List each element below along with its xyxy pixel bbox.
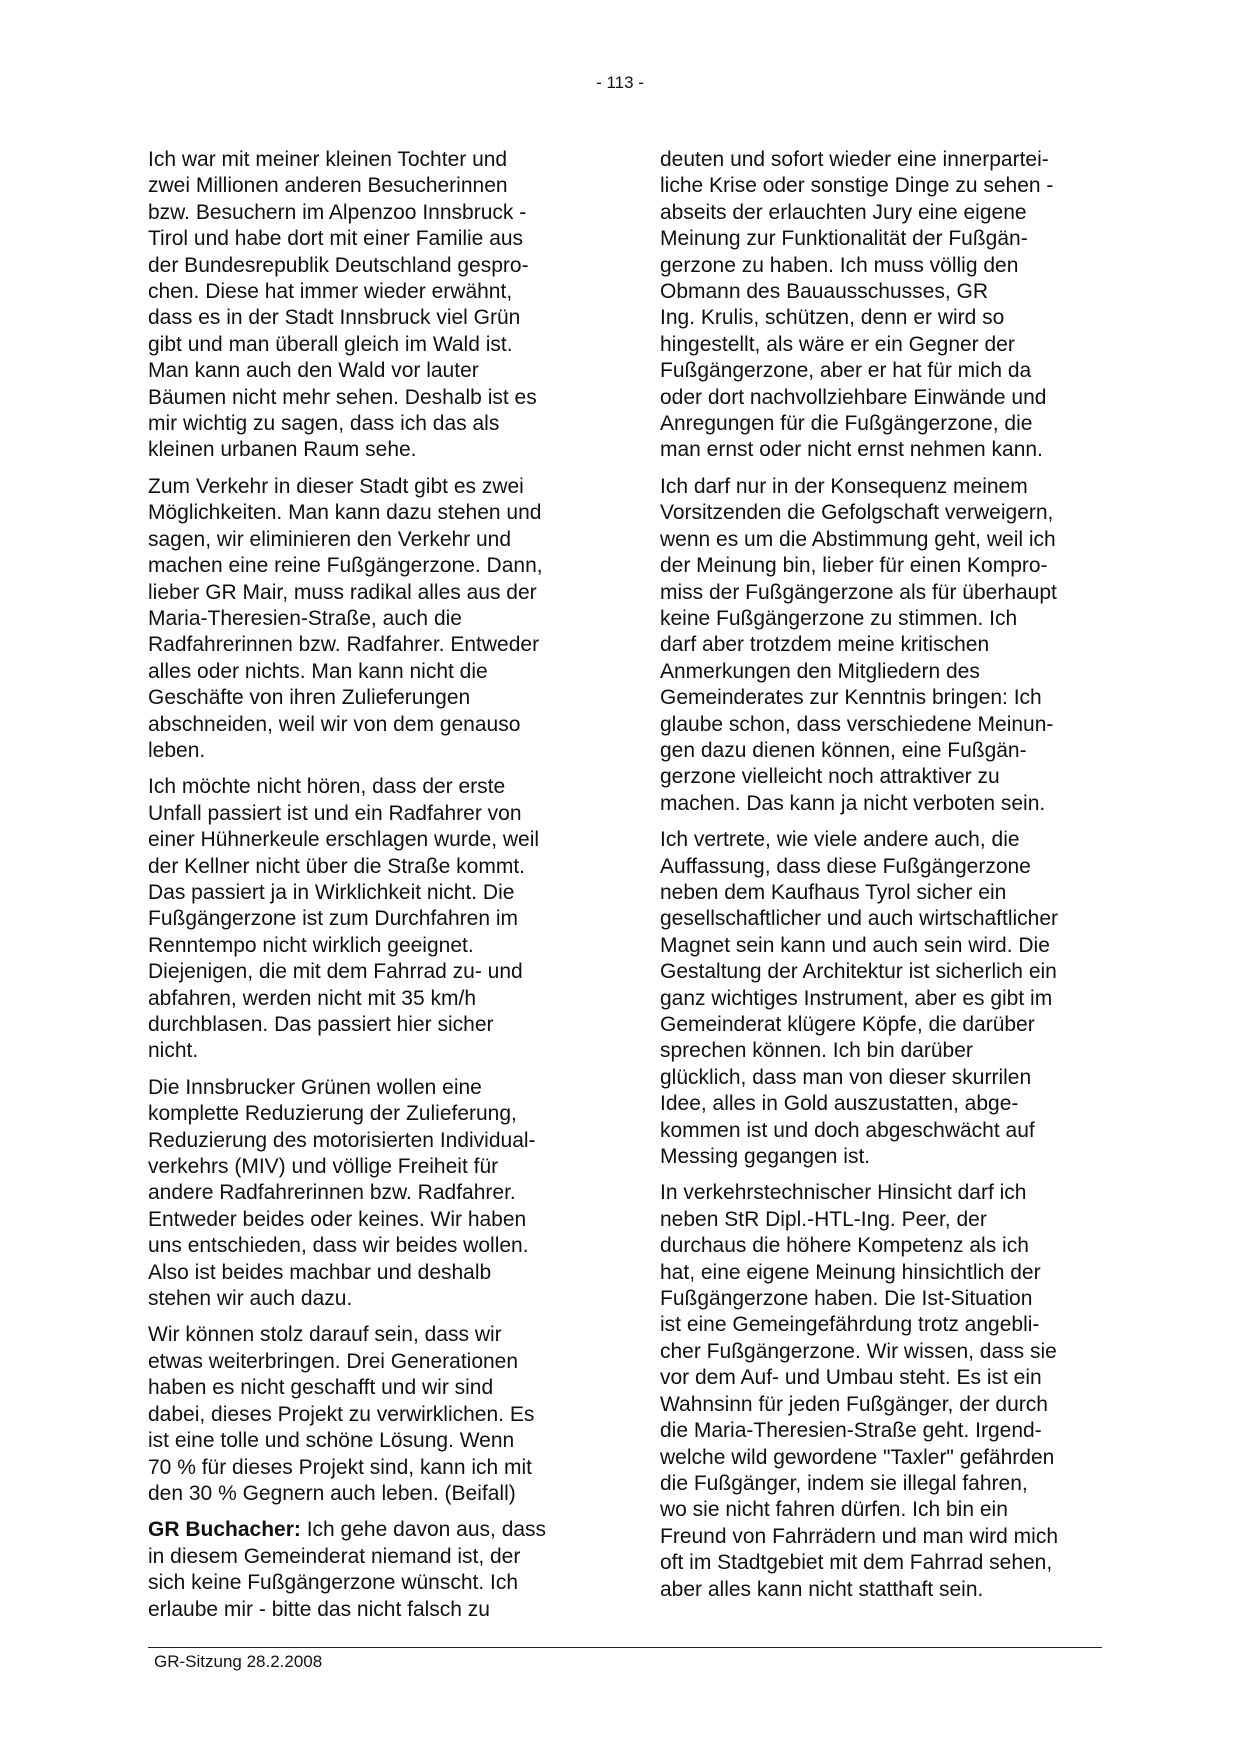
page-number: - 113 -: [596, 73, 644, 92]
footer-divider: [148, 1647, 1102, 1648]
paragraph: Wir können stolz darauf sein, dass wir etwas weiterbringen. Drei Generationen haben es nicht geschafft und wir sind dabei, dieses Projekt zu verwirklichen. Es ist eine tolle und schöne Lösung. Wenn 70 % für dieses Projekt sind, kann ich mit den 30 % Gegnern auch leben. (Beifall): [148, 1323, 535, 1505]
paragraph: Ich war mit meiner kleinen Tochter und zwei Millionen anderen Besucherinnen bzw. Besuchern im Alpenzoo Innsbruck - Tirol und habe dort mit einer Familie aus der Bundesrepublik Deutschland gespro- chen. Diese hat immer wieder erwähnt, dass es in der Stadt Innsbruck viel Grün gibt und man überall gleich im Wald ist. Man kann auch den Wald vor lauter Bäumen nicht mehr sehen. Deshalb ist es mir wichtig zu sagen, dass ich das als kleinen urbanen Raum sehe.: [148, 148, 537, 462]
speaker-text: Ich gehe davon aus, dass in diesem Gemeinderat niemand ist, der sich keine Fußgängerzone wünscht. Ich erlaube mir - bitte das nicht falsch zu: [148, 1518, 547, 1621]
paragraph: Ich darf nur in der Konsequenz meinem Vorsitzenden die Gefolgschaft verweigern, wenn es um die Abstimmung geht, weil ich der Meinung bin, lieber für einen Kompro- miss der Fußgängerzone als für überhaupt keine Fußgängerzone zu stimmen. Ich darf aber trotzdem meine kritischen Anmerkungen den Mitgliedern des Gemeinderates zur Kenntnis bringen: Ich glaube schon, dass verschiedene Meinun- gen dazu dienen können, eine Fußgän- gerzone vielleicht noch attraktiver zu machen. Das kann ja nicht verboten sein.: [660, 474, 1057, 815]
right-column: [660, 147, 1098, 1613]
paragraph: Ich vertrete, wie viele andere auch, die Auffassung, dass diese Fußgängerzone neben dem Kaufhaus Tyrol sicher ein gesellschaftlicher und auch wirtschaftlicher Magnet sein kann und auch sein wird. Die Gestaltung der Architektur ist sicherlich ein ganz wichtiges Instrument, aber es gibt im Gemeinderat klügere Köpfe, die darüber sprechen können. Ich bin darüber glücklich, dass man von dieser skurrilen Idee, alles in Gold auszustatten, abge- kommen ist und doch abgeschwächt auf Messing gegangen ist.: [660, 828, 1059, 1169]
paragraph: deuten und sofort wieder eine innerpartei- liche Krise oder sonstige Dinge zu sehen - abseits der erlauchten Jury eine eigene Meinung zur Funktionalität der Fußgän- gerzone zu haben. Ich muss völlig den Obmann des Bauausschusses, GR Ing. Krulis, schützen, denn er wird so hingestellt, als wäre er ein Gegner der Fußgängerzone, aber er hat für mich da oder dort nachvollziehbare Einwände und Anregungen für die Fußgängerzone, die man ernst oder nicht ernst nehmen kann.: [660, 148, 1054, 462]
paragraph: Zum Verkehr in dieser Stadt gibt es zwei Möglichkeiten. Man kann dazu stehen und sagen, wir eliminieren den Verkehr und machen eine reine Fußgängerzone. Dann, lieber GR Mair, muss radikal alles aus der Maria-Theresien-Straße, auch die Radfahrerinnen bzw. Radfahrer. Entweder alles oder nichts. Man kann nicht die Geschäfte von ihren Zulieferungen abschneiden, weil wir von dem genauso leben.: [148, 474, 543, 762]
left-column: [148, 147, 586, 1633]
speaker-name: GR Buchacher:: [148, 1518, 301, 1542]
paragraph: In verkehrstechnischer Hinsicht darf ich neben StR Dipl.-HTL-Ing. Peer, der durchaus die höhere Kompetenz als ich hat, eine eigene Meinung hinsichtlich der Fußgängerzone haben. Die Ist-Situation ist eine Gemeingefährdung trotz angebli- cher Fußgängerzone. Wir wissen, dass sie vor dem Auf- und Umbau steht. Es ist ein Wahnsinn für jeden Fußgänger, der durch die Maria-Theresien-Straße geht. Irgend- welche wild gewordene "Taxler" gefährden die Fußgänger, indem sie illegal fahren, wo sie nicht fahren dürfen. Ich bin ein Freund von Fahrrädern und man wird mich oft im Stadtgebiet mit dem Fahrrad sehen, aber alles kann nicht statthaft sein.: [660, 1181, 1059, 1601]
footer-session-date: GR-Sitzung 28.2.2008: [154, 1652, 323, 1671]
paragraph: Ich möchte nicht hören, dass der erste Unfall passiert ist und ein Radfahrer von einer Hühnerkeule erschlagen wurde, weil der Kellner nicht über die Straße kommt. Das passiert ja in Wirklichkeit nicht. Die Fußgängerzone ist zum Durchfahren im Renntempo nicht wirklich geeignet. Diejenigen, die mit dem Fahrrad zu- und abfahren, werden nicht mit 35 km/h durchblasen. Das passiert hier sicher nicht.: [148, 775, 540, 1063]
speaker-paragraph: [148, 1517, 586, 1623]
paragraph: Die Innsbrucker Grünen wollen eine komplette Reduzierung der Zulieferung, Reduzierung des motorisierten Individual- verkehrs (MIV) und völlige Freiheit für andere Radfahrerinnen bzw. Radfahrer. Entweder beides oder keines. Wir haben uns entschieden, dass wir beides wollen. Also ist beides machbar und deshalb stehen wir auch dazu.: [148, 1075, 536, 1311]
